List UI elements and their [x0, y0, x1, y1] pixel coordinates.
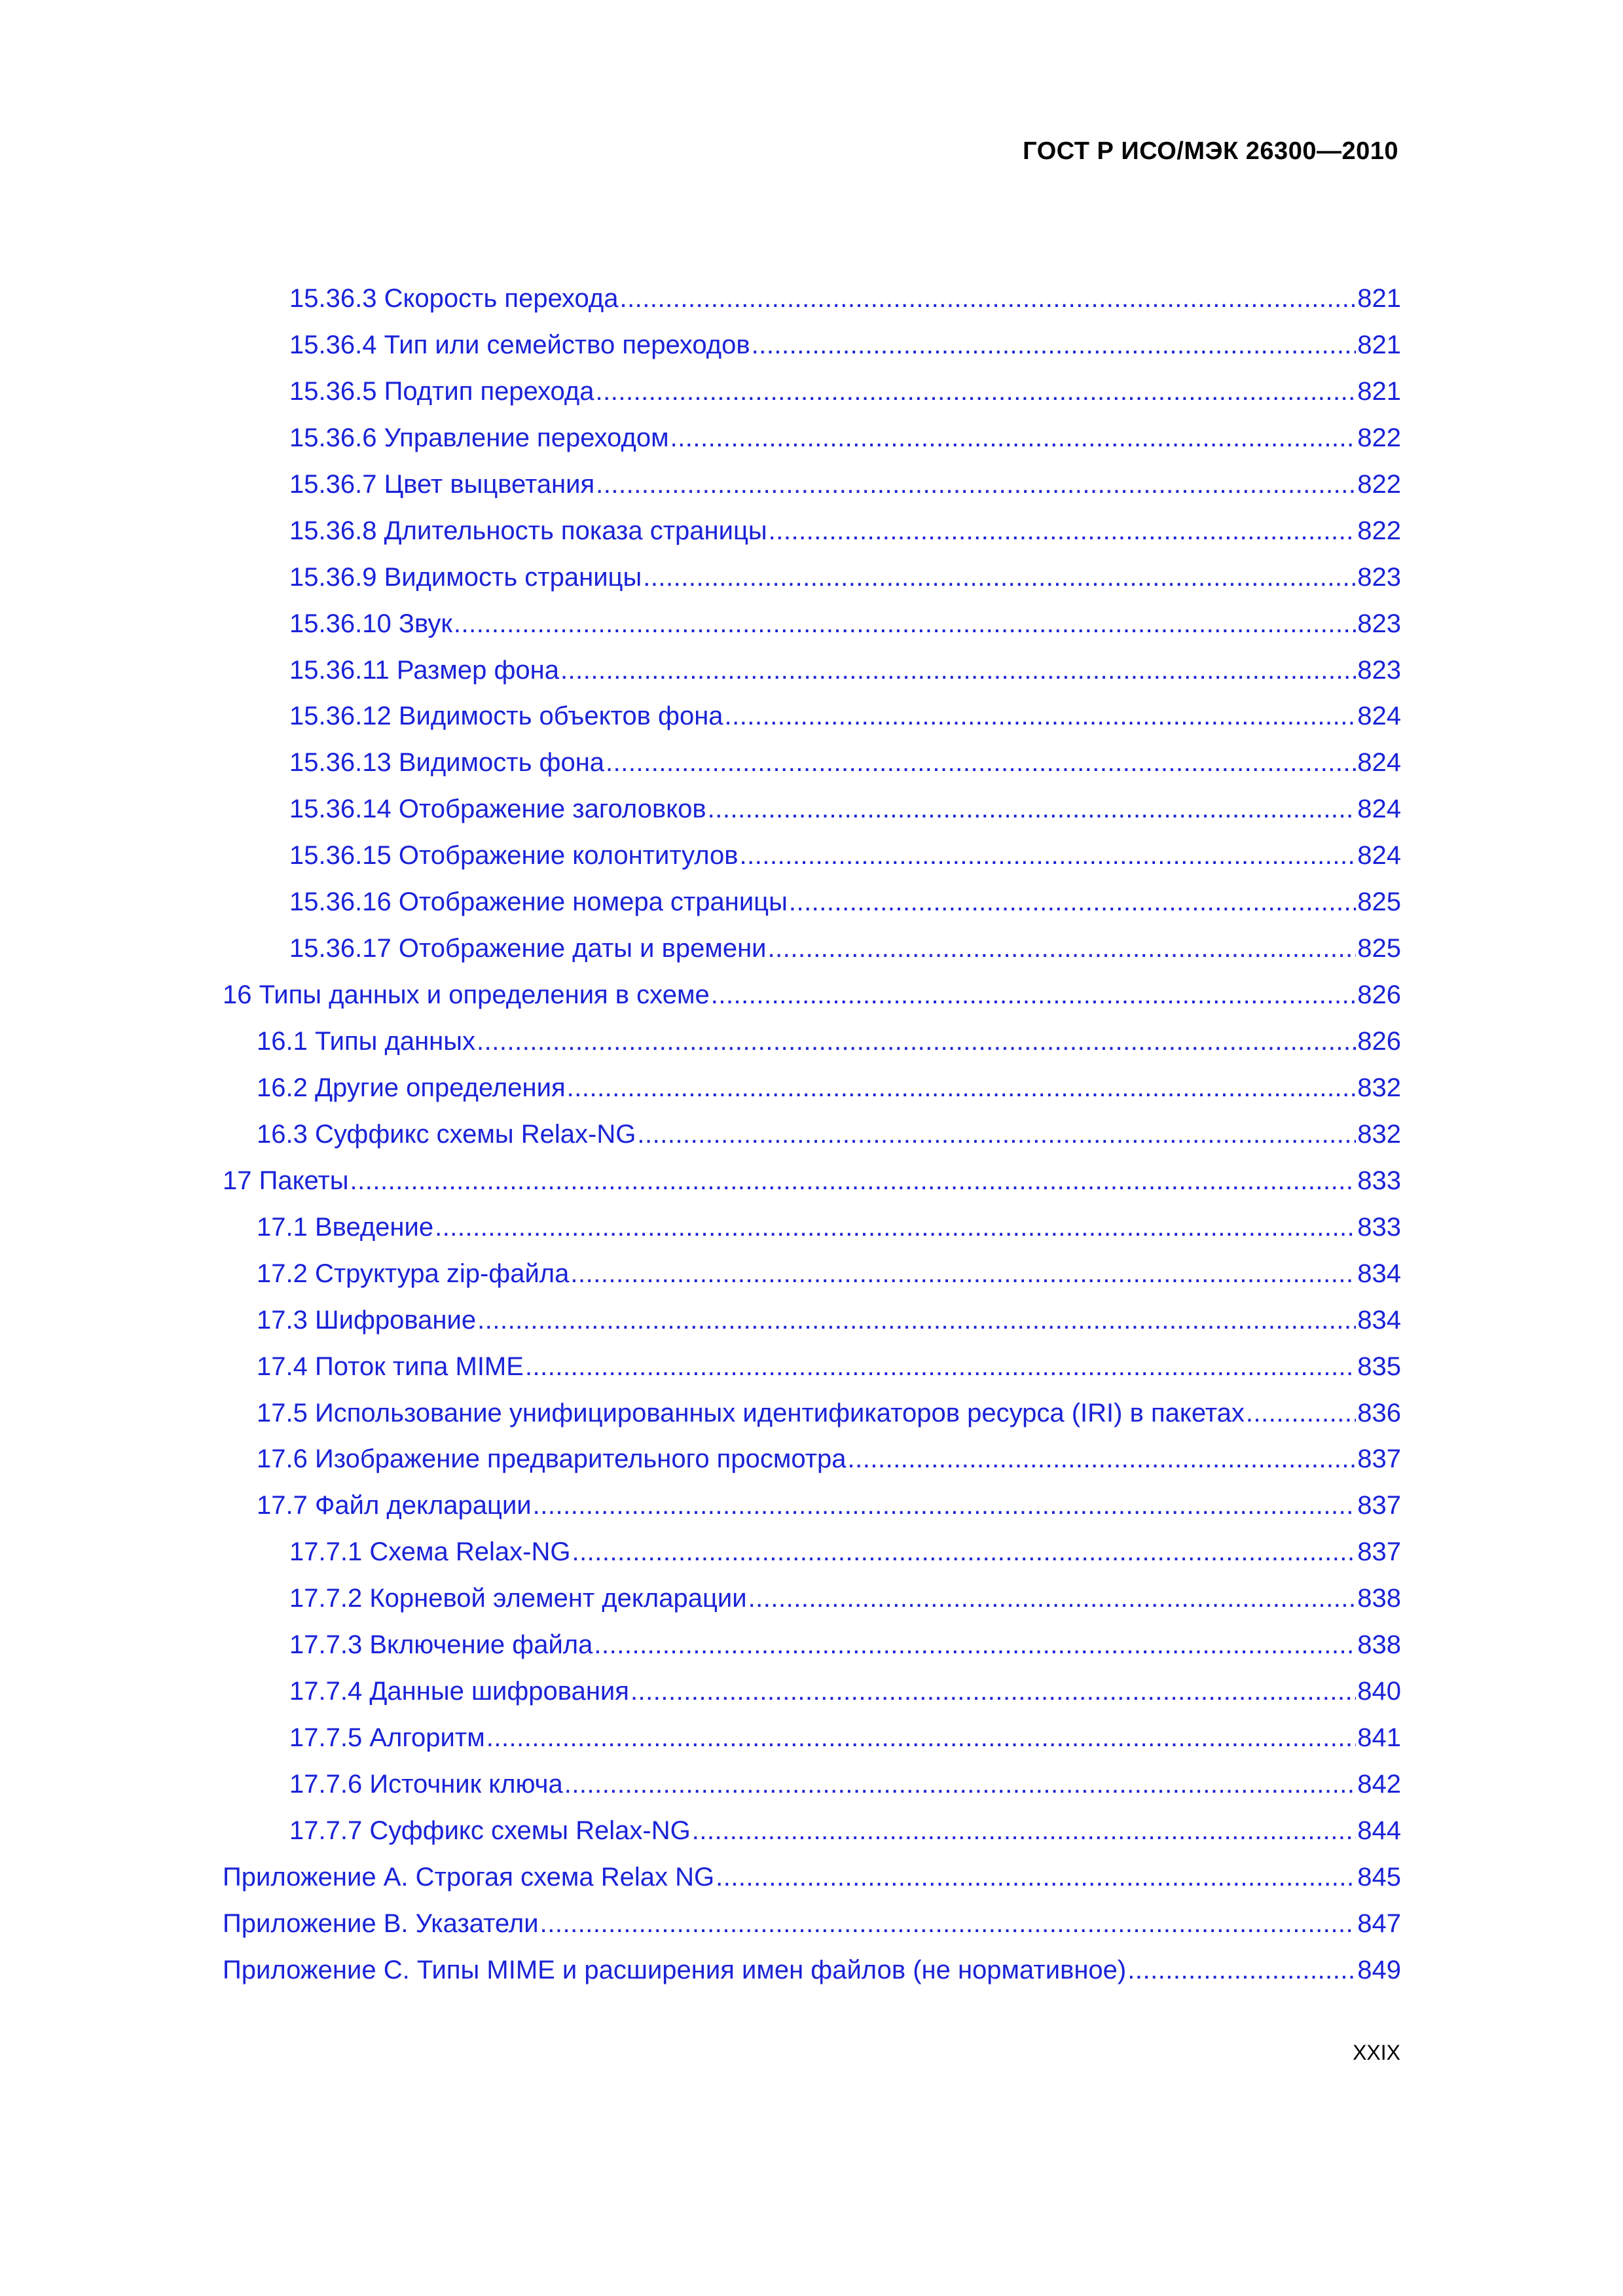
toc-entry-title[interactable]: 15.36.4 Тип или семейство переходов [289, 330, 750, 359]
toc-entry-page[interactable]: 821 [1357, 284, 1401, 313]
toc-entry[interactable] [223, 1816, 1401, 1863]
toc-entry-title[interactable]: 17.2 Структура zip-файла [257, 1259, 570, 1288]
toc-entry-page[interactable]: 834 [1357, 1305, 1401, 1335]
toc-entry-page[interactable]: 845 [1357, 1862, 1401, 1892]
toc-entry[interactable] [223, 1630, 1401, 1677]
toc-entry-page[interactable]: 824 [1357, 795, 1401, 824]
toc-entry-title[interactable]: 16.2 Другие определения [257, 1073, 566, 1102]
toc-entry-page[interactable]: 824 [1357, 748, 1401, 778]
toc-dot-leader [1246, 1399, 1356, 1428]
toc-entry-title[interactable]: 17.7.3 Включение файла [289, 1630, 593, 1660]
toc-entry[interactable] [223, 1352, 1401, 1399]
toc-entry-page[interactable]: 833 [1357, 1166, 1401, 1195]
toc-entry-title[interactable]: 16 Типы данных и определения в схеме [223, 980, 710, 1010]
toc-entry-title[interactable]: 15.36.15 Отображение колонтитулов [289, 841, 739, 870]
toc-entry-page[interactable]: 824 [1357, 702, 1401, 731]
toc-entry-page[interactable]: 838 [1357, 1584, 1401, 1613]
toc-entry-title[interactable]: 15.36.12 Видимость объектов фона [289, 702, 723, 731]
toc-dot-leader [670, 423, 1357, 453]
toc-entry-title[interactable]: 16.3 Суффикс схемы Relax-NG [257, 1119, 636, 1149]
toc-dot-leader [1127, 1956, 1356, 1985]
toc-entry-title[interactable]: Приложение А. Строгая схема Relax NG [223, 1862, 715, 1892]
toc-dot-leader [752, 331, 1357, 360]
toc-entry-page[interactable]: 836 [1357, 1398, 1401, 1427]
toc-entry-page[interactable]: 835 [1357, 1352, 1401, 1381]
toc-entry-page[interactable]: 849 [1357, 1955, 1401, 1984]
toc-dot-leader [596, 470, 1356, 499]
toc-entry-page[interactable]: 833 [1357, 1212, 1401, 1242]
toc-dot-leader [435, 1213, 1356, 1242]
toc-entry[interactable] [223, 1677, 1401, 1723]
toc-dot-leader [708, 795, 1357, 824]
toc-dot-leader [594, 1630, 1356, 1660]
toc-entry-title[interactable]: 15.36.9 Видимость страницы [289, 562, 642, 592]
toc-dot-leader [643, 563, 1356, 592]
toc-entry[interactable] [223, 563, 1401, 609]
toc-dot-leader [848, 1444, 1357, 1474]
toc-dot-leader [454, 609, 1356, 639]
toc-dot-leader [740, 841, 1357, 870]
toc-entry-page[interactable]: 822 [1357, 516, 1401, 545]
toc-entry-title[interactable]: 17 Пакеты [223, 1166, 349, 1195]
toc-entry-title[interactable]: 15.36.6 Управление переходом [289, 423, 669, 452]
toc-entry-page[interactable]: 841 [1357, 1723, 1401, 1753]
toc-entry[interactable] [223, 748, 1401, 795]
toc-dot-leader [567, 1073, 1357, 1103]
toc-entry[interactable] [223, 377, 1401, 423]
page-number: XXIX [1353, 2041, 1400, 2064]
toc-entry-page[interactable]: 844 [1357, 1816, 1401, 1845]
toc-entry-title[interactable]: 15.36.11 Размер фона [289, 655, 559, 685]
toc-entry[interactable] [223, 1584, 1401, 1630]
toc-entry-page[interactable]: 823 [1357, 562, 1401, 592]
toc-dot-leader [637, 1120, 1356, 1149]
toc-entry-title[interactable]: 15.36.3 Скорость перехода [289, 284, 619, 313]
toc-entry[interactable] [223, 1213, 1401, 1259]
toc-entry-page[interactable]: 832 [1357, 1119, 1401, 1149]
toc-entry-title[interactable]: 15.36.8 Длительность показа страницы [289, 516, 767, 545]
toc-entry-title[interactable]: Приложение В. Указатели [223, 1909, 539, 1938]
toc-entry-page[interactable]: 832 [1357, 1073, 1401, 1102]
toc-entry[interactable] [223, 1956, 1401, 2002]
toc-entry[interactable] [223, 934, 1401, 980]
toc-entry-page[interactable]: 821 [1357, 330, 1401, 359]
toc-entry-page[interactable]: 825 [1357, 888, 1401, 917]
toc-entry-title[interactable]: 15.36.14 Отображение заголовков [289, 795, 706, 824]
toc-dot-leader [725, 702, 1357, 731]
toc-entry[interactable] [223, 1306, 1401, 1352]
toc-entry-title[interactable]: 15.36.5 Подтип перехода [289, 376, 594, 406]
toc-entry-title[interactable]: 17.5 Использование унифицированных идентификаторов ресурса (IRI) в пакетах [257, 1398, 1245, 1427]
toc-dot-leader [477, 1027, 1356, 1056]
document-header: ГОСТ Р ИСО/МЭК 26300—2010 [1023, 137, 1398, 165]
toc-dot-leader [570, 1259, 1356, 1289]
toc-entry[interactable] [223, 1027, 1401, 1073]
toc-entry-title[interactable]: Приложение С. Типы MIME и расширения имен файлов (не нормативное) [223, 1955, 1127, 1984]
toc-entry[interactable] [223, 1166, 1401, 1213]
table-of-contents [223, 284, 1401, 2002]
toc-entry-title[interactable]: 17.4 Поток типа MIME [257, 1352, 524, 1381]
toc-entry[interactable] [223, 1770, 1401, 1816]
toc-entry[interactable] [223, 795, 1401, 841]
toc-entry-title[interactable]: 15.36.13 Видимость фона [289, 748, 605, 778]
toc-dot-leader [748, 1584, 1357, 1613]
toc-entry-title[interactable]: 16.1 Типы данных [257, 1027, 476, 1056]
toc-entry[interactable] [223, 423, 1401, 470]
toc-dot-leader [619, 284, 1356, 314]
toc-dot-leader [769, 516, 1357, 546]
toc-entry[interactable] [223, 980, 1401, 1027]
toc-entry[interactable] [223, 1491, 1401, 1537]
toc-entry-page[interactable]: 824 [1357, 841, 1401, 870]
toc-dot-leader [692, 1816, 1357, 1846]
toc-entry-page[interactable]: 826 [1357, 1027, 1401, 1056]
toc-dot-leader [711, 980, 1357, 1010]
toc-entry[interactable] [223, 841, 1401, 888]
toc-entry-title[interactable]: 17.6 Изображение предварительного просмотра [257, 1444, 847, 1474]
toc-entry-title[interactable]: 17.7.4 Данные шифрования [289, 1677, 629, 1706]
toc-dot-leader [630, 1677, 1356, 1706]
toc-entry-title[interactable]: 17.7.6 Источник ключа [289, 1770, 563, 1799]
toc-entry-page[interactable]: 826 [1357, 980, 1401, 1010]
toc-entry[interactable] [223, 702, 1401, 748]
toc-entry-page[interactable]: 823 [1357, 655, 1401, 685]
toc-entry-page[interactable]: 821 [1357, 376, 1401, 406]
toc-entry-title[interactable]: 15.36.16 Отображение номера страницы [289, 888, 788, 917]
toc-entry[interactable] [223, 888, 1401, 934]
toc-entry-title[interactable]: 17.1 Введение [257, 1212, 434, 1242]
toc-dot-leader [596, 377, 1357, 406]
toc-entry[interactable] [223, 656, 1401, 702]
toc-entry-page[interactable]: 838 [1357, 1630, 1401, 1660]
toc-entry-page[interactable]: 822 [1357, 423, 1401, 452]
toc-entry-page[interactable]: 823 [1357, 609, 1401, 638]
toc-entry[interactable] [223, 516, 1401, 563]
toc-entry-title[interactable]: 15.36.10 Звук [289, 609, 452, 638]
toc-entry-page[interactable]: 842 [1357, 1770, 1401, 1799]
toc-entry[interactable] [223, 1399, 1401, 1445]
toc-entry[interactable] [223, 609, 1401, 656]
toc-entry-title[interactable]: 17.7.7 Суффикс схемы Relax-NG [289, 1816, 691, 1845]
toc-entry-title[interactable]: 15.36.17 Отображение даты и времени [289, 934, 767, 963]
toc-entry[interactable] [223, 1537, 1401, 1584]
toc-entry[interactable] [223, 1909, 1401, 1956]
toc-entry-page[interactable]: 847 [1357, 1909, 1401, 1938]
toc-entry[interactable] [223, 470, 1401, 516]
toc-entry-page[interactable]: 837 [1357, 1491, 1401, 1520]
toc-dot-leader [350, 1166, 1357, 1196]
toc-entry[interactable] [223, 1444, 1401, 1491]
toc-dot-leader [540, 1909, 1357, 1939]
toc-dot-leader [560, 656, 1356, 685]
toc-dot-leader [768, 934, 1357, 963]
toc-entry[interactable] [223, 1863, 1401, 1909]
toc-entry-page[interactable]: 840 [1357, 1677, 1401, 1706]
toc-entry-title[interactable]: 17.7.1 Схема Relax-NG [289, 1537, 571, 1567]
toc-entry[interactable] [223, 1723, 1401, 1770]
toc-dot-leader [477, 1306, 1356, 1335]
toc-entry[interactable] [223, 1073, 1401, 1120]
toc-dot-leader [572, 1537, 1356, 1567]
toc-dot-leader [564, 1770, 1357, 1799]
toc-entry[interactable] [223, 1120, 1401, 1166]
toc-entry-page[interactable]: 822 [1357, 469, 1401, 499]
toc-entry-title[interactable]: 17.7 Файл декларации [257, 1491, 532, 1520]
toc-entry-title[interactable]: 15.36.7 Цвет выцветания [289, 469, 595, 499]
toc-entry-title[interactable]: 17.7.2 Корневой элемент декларации [289, 1584, 747, 1613]
toc-entry-page[interactable]: 837 [1357, 1444, 1401, 1474]
toc-entry-page[interactable]: 834 [1357, 1259, 1401, 1288]
toc-entry[interactable] [223, 284, 1401, 331]
toc-entry-title[interactable]: 17.3 Шифрование [257, 1305, 477, 1335]
toc-dot-leader [525, 1352, 1356, 1382]
toc-dot-leader [486, 1723, 1357, 1753]
toc-dot-leader [789, 888, 1356, 917]
toc-dot-leader [606, 748, 1356, 778]
toc-entry-title[interactable]: 17.7.5 Алгоритм [289, 1723, 485, 1753]
toc-entry-page[interactable]: 825 [1357, 934, 1401, 963]
toc-dot-leader [533, 1491, 1357, 1520]
toc-dot-leader [716, 1863, 1356, 1892]
toc-entry[interactable] [223, 1259, 1401, 1306]
toc-entry[interactable] [223, 331, 1401, 377]
toc-entry-page[interactable]: 837 [1357, 1537, 1401, 1567]
